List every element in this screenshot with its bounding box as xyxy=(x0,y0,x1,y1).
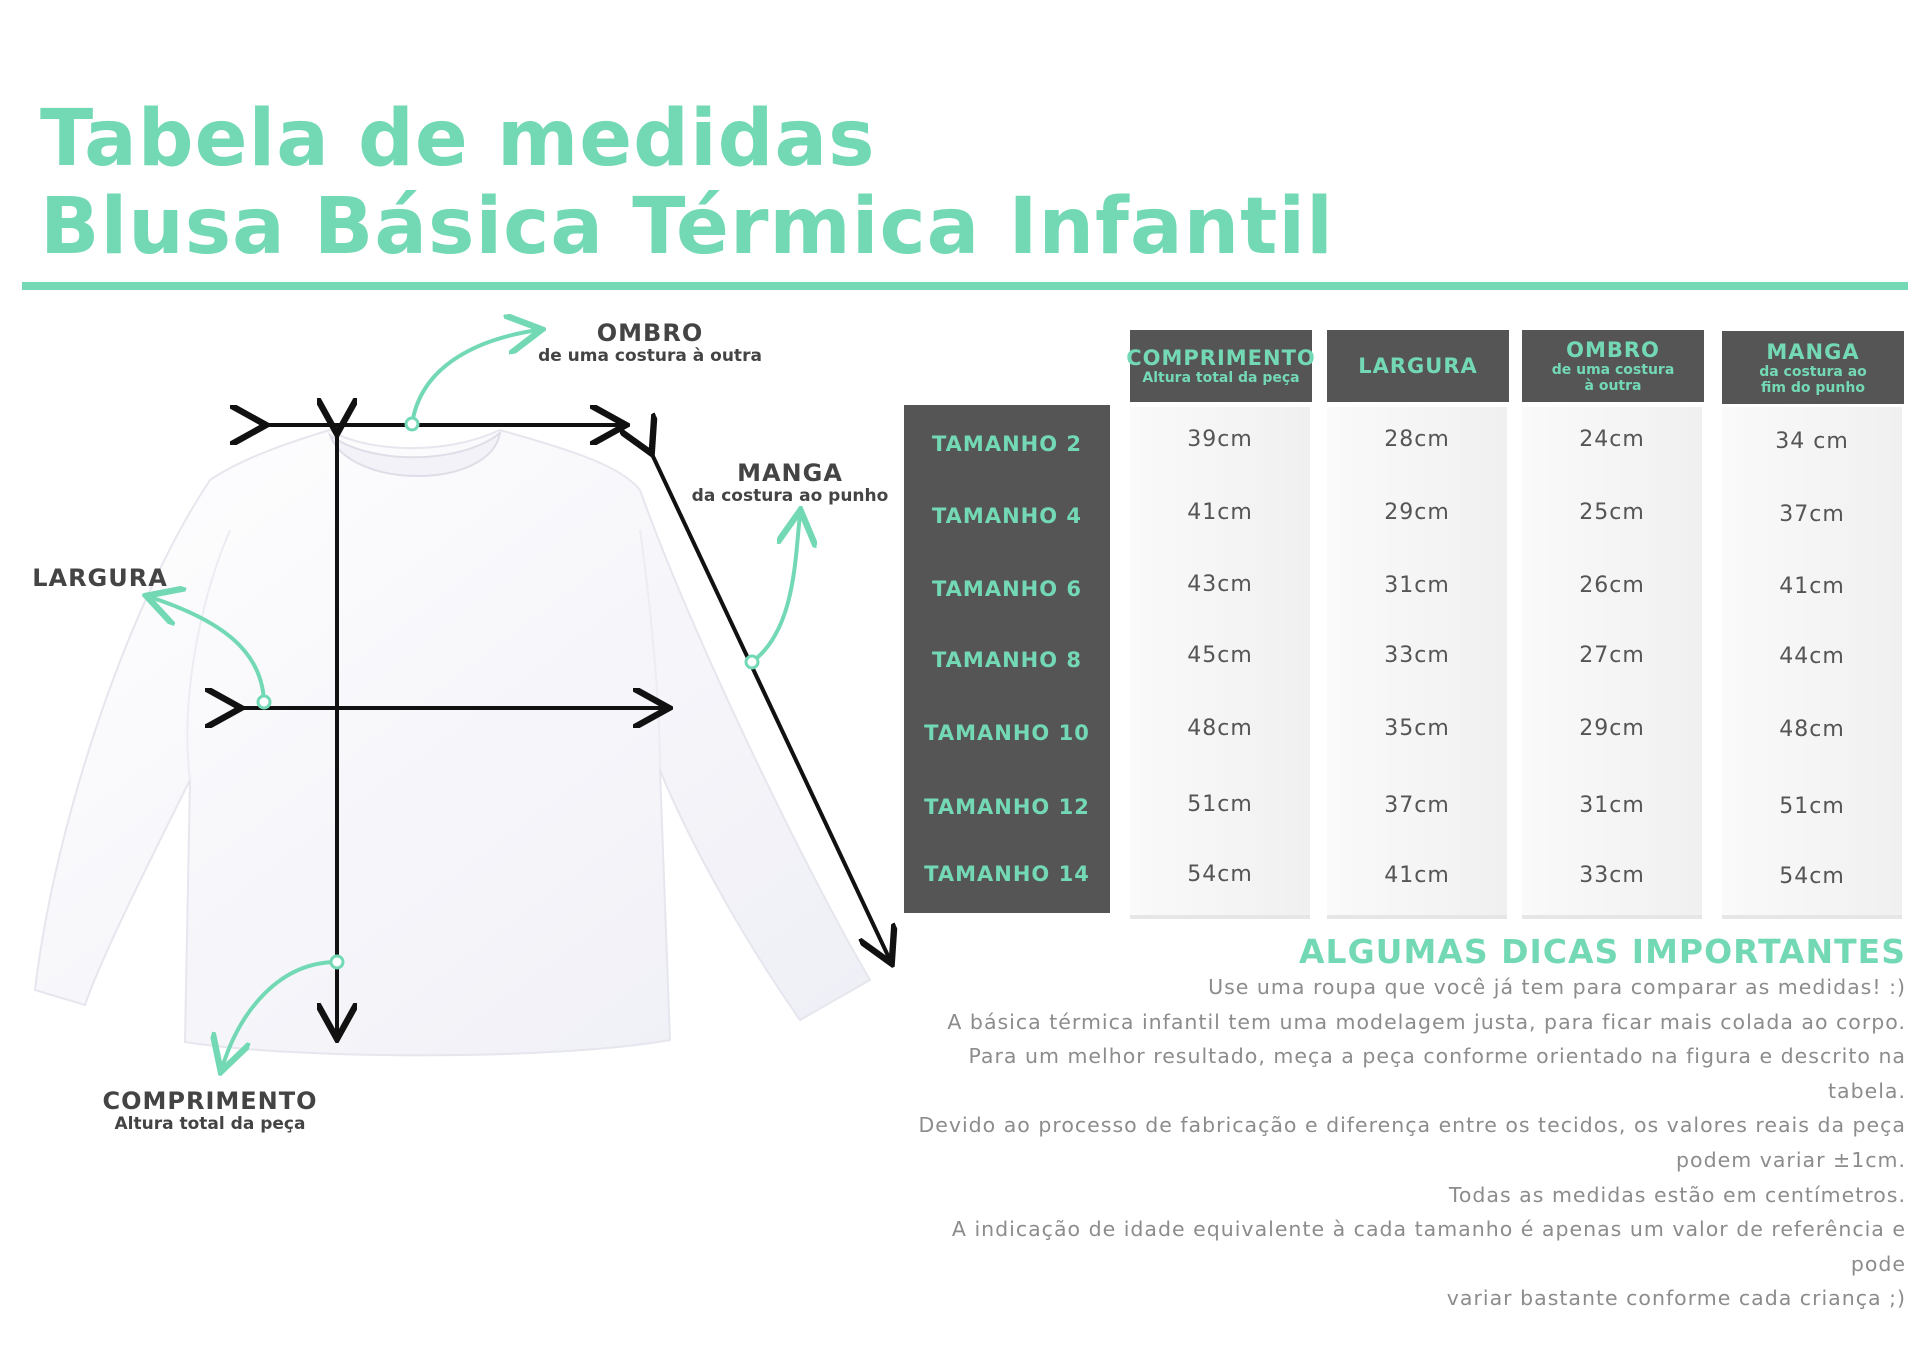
label-manga-title: MANGA xyxy=(737,459,843,487)
table-cell: 48cm xyxy=(1779,717,1845,742)
column-title: LARGURA xyxy=(1358,354,1478,378)
width-pointer-dot xyxy=(258,696,270,708)
size-label: TAMANHO 4 xyxy=(931,504,1083,528)
label-largura xyxy=(30,565,170,591)
column-header-manga xyxy=(1722,331,1904,404)
tip-line: variar bastante conforme cada criança ;) xyxy=(1446,1286,1906,1311)
shirt-measurement-diagram xyxy=(0,300,900,1160)
label-comprimento xyxy=(90,1088,330,1134)
table-cell: 34 cm xyxy=(1775,429,1849,454)
column-subtitle-line1: da costura ao xyxy=(1759,363,1867,380)
tip-line: Use uma roupa que você já tem para comparar as medidas! :) xyxy=(1208,975,1906,999)
column-title: OMBRO xyxy=(1566,338,1660,362)
column-header-ombro xyxy=(1522,330,1704,402)
table-cell: 44cm xyxy=(1779,644,1845,669)
table-cell: 54cm xyxy=(1779,864,1845,889)
table-cell: 39cm xyxy=(1187,427,1253,452)
label-manga-sub: da costura ao punho xyxy=(691,486,889,506)
table-cell: 51cm xyxy=(1187,792,1253,817)
column-subtitle: Altura total da peça xyxy=(1142,370,1300,386)
label-comprimento-title: COMPRIMENTO xyxy=(102,1087,318,1115)
table-cell: 41cm xyxy=(1384,863,1450,888)
column-subtitle-line1: de uma costura xyxy=(1551,362,1675,378)
table-cell: 43cm xyxy=(1187,572,1253,597)
label-manga xyxy=(680,460,900,506)
tip-line: Para um melhor resultado, meça a peça conforme orientado na figura e descrito na tabela. xyxy=(968,1044,1906,1103)
size-label: TAMANHO 12 xyxy=(924,795,1090,819)
table-cell: 54cm xyxy=(1187,862,1253,887)
size-label: TAMANHO 14 xyxy=(924,862,1090,886)
tips-title: ALGUMAS DICAS IMPORTANTES xyxy=(1299,932,1906,971)
table-cell: 28cm xyxy=(1384,427,1450,452)
label-ombro xyxy=(520,320,780,366)
label-largura-title: LARGURA xyxy=(32,564,168,592)
tip-line: Todas as medidas estão em centímetros. xyxy=(1448,1182,1906,1207)
column-subtitle-line2: fim do punho xyxy=(1761,379,1865,396)
tip-line: podem variar ±1cm. xyxy=(1676,1147,1906,1172)
table-cell: 31cm xyxy=(1384,573,1450,598)
table-cell: 37cm xyxy=(1779,502,1845,527)
title-line-2: Blusa Básica Térmica Infantil xyxy=(40,182,1334,272)
table-cell: 35cm xyxy=(1384,716,1450,741)
tip-line: A indicação de idade equivalente à cada tamanho é apenas um valor de referência e pode xyxy=(951,1217,1906,1276)
table-cell: 37cm xyxy=(1384,793,1450,818)
size-row-headers xyxy=(904,405,1110,913)
size-label: TAMANHO 2 xyxy=(931,432,1083,456)
shirt-illustration xyxy=(35,430,870,1055)
table-cell: 31cm xyxy=(1579,793,1645,818)
label-ombro-sub: de uma costura à outra xyxy=(538,346,762,366)
size-label: TAMANHO 6 xyxy=(931,577,1083,601)
table-cell: 27cm xyxy=(1579,643,1645,668)
table-cell: 26cm xyxy=(1579,573,1645,598)
size-label: TAMANHO 10 xyxy=(924,721,1090,745)
label-comprimento-sub: Altura total da peça xyxy=(114,1114,306,1134)
title-divider xyxy=(22,282,1908,290)
column-comprimento xyxy=(1130,407,1310,919)
tips-list xyxy=(906,970,1906,1316)
table-cell: 29cm xyxy=(1384,500,1450,525)
column-manga xyxy=(1722,407,1902,919)
table-cell: 33cm xyxy=(1579,863,1645,888)
table-cell: 24cm xyxy=(1579,427,1645,452)
table-cell: 33cm xyxy=(1384,643,1450,668)
tip-line: A básica térmica infantil tem uma modelagem justa, para ficar mais colada ao corpo. xyxy=(947,1009,1906,1034)
table-cell: 45cm xyxy=(1187,643,1253,668)
column-header-largura xyxy=(1327,330,1509,402)
table-cell: 25cm xyxy=(1579,500,1645,525)
table-cell: 41cm xyxy=(1779,574,1845,599)
column-header-comprimento xyxy=(1126,330,1316,402)
table-cell: 29cm xyxy=(1579,716,1645,741)
title-line-1: Tabela de medidas xyxy=(40,94,876,184)
column-title: MANGA xyxy=(1766,339,1860,364)
length-pointer-dot xyxy=(331,956,343,968)
page-title xyxy=(40,95,1334,271)
size-label: TAMANHO 8 xyxy=(931,648,1083,672)
table-cell: 51cm xyxy=(1779,794,1845,819)
sleeve-pointer-dot xyxy=(746,656,758,668)
table-cell: 48cm xyxy=(1187,716,1253,741)
column-title: COMPRIMENTO xyxy=(1126,346,1316,370)
column-subtitle-line2: à outra xyxy=(1584,378,1642,394)
tip-line: Devido ao processo de fabricação e diferença entre os tecidos, os valores reais da peça xyxy=(918,1113,1906,1138)
label-ombro-title: OMBRO xyxy=(596,319,704,347)
shoulder-pointer-dot xyxy=(406,418,418,430)
column-ombro xyxy=(1522,407,1702,919)
column-largura xyxy=(1327,407,1507,919)
table-cell: 41cm xyxy=(1187,500,1253,525)
sleeve-pointer xyxy=(752,514,800,662)
